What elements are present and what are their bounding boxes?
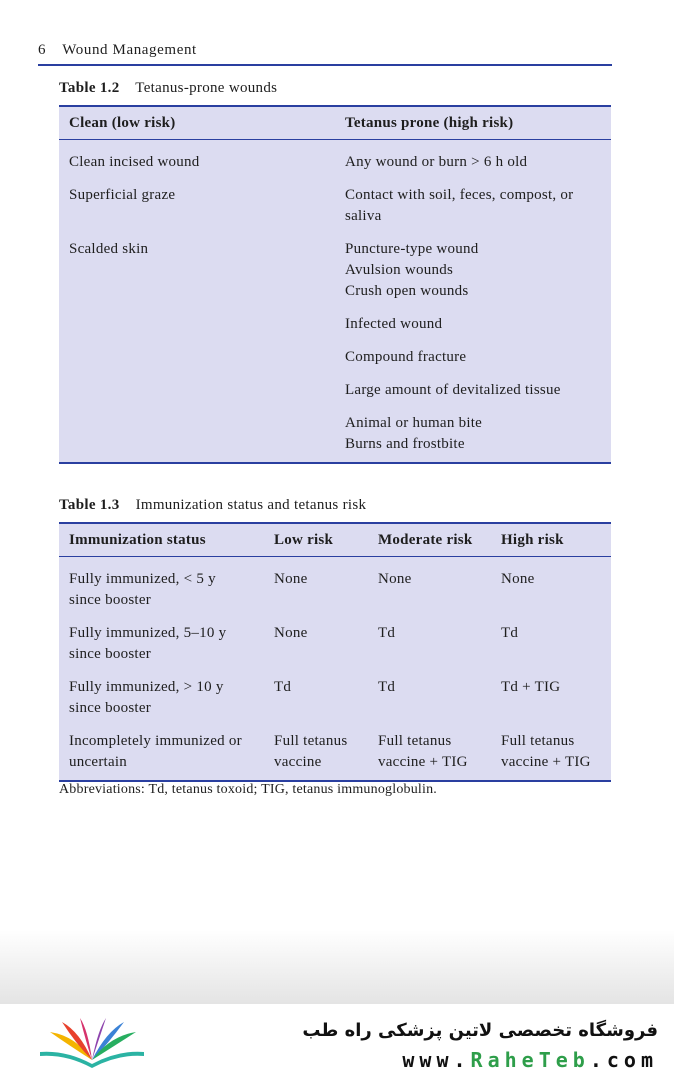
cell-line: Td + TIG <box>501 679 561 695</box>
table-cell <box>59 227 335 302</box>
cell-line: vaccine <box>274 754 322 770</box>
table-row <box>59 140 611 174</box>
cell-line: since booster <box>69 700 151 716</box>
cell-line: Avulsion wounds <box>345 262 454 278</box>
table-cell <box>491 611 611 665</box>
table-cell <box>335 302 611 335</box>
table-cell <box>59 140 335 174</box>
table-row <box>59 335 611 368</box>
cell-line: since booster <box>69 592 151 608</box>
header-rule <box>38 64 612 66</box>
table-row <box>59 665 611 719</box>
cell-line: since booster <box>69 646 151 662</box>
table-cell <box>368 557 491 612</box>
table-body <box>59 140 611 464</box>
table-row <box>59 611 611 665</box>
cell-line: Fully immunized, 5–10 y <box>69 625 227 641</box>
table-cell <box>59 302 335 335</box>
cell-line: None <box>378 571 412 587</box>
table-row <box>59 368 611 401</box>
table-cell <box>491 719 611 773</box>
table-row <box>59 227 611 302</box>
column-header: Immunization status <box>59 523 264 557</box>
cell-line: Superficial graze <box>69 187 176 203</box>
column-header: Clean (low risk) <box>59 106 335 140</box>
table-cell <box>368 665 491 719</box>
cell-line: Crush open wounds <box>345 283 469 299</box>
table-cell <box>491 665 611 719</box>
table-1-3 <box>59 522 611 782</box>
cell-line: Td <box>274 679 292 695</box>
table-cell <box>59 173 335 227</box>
cell-line: Fully immunized, < 5 y <box>69 571 216 587</box>
table-cell <box>59 335 335 368</box>
table-cell <box>59 401 335 455</box>
table-row <box>59 719 611 773</box>
table-cell <box>59 557 264 612</box>
cell-line: None <box>274 571 308 587</box>
column-header: High risk <box>491 523 611 557</box>
table-title: Tetanus-prone wounds <box>135 80 278 96</box>
table-cell <box>368 611 491 665</box>
cell-line: Infected wound <box>345 316 443 332</box>
table-cell <box>59 368 335 401</box>
table-row <box>59 173 611 227</box>
table-cell <box>335 401 611 455</box>
table-number: Table 1.3 <box>59 497 120 513</box>
cell-line: Scalded skin <box>69 241 149 257</box>
store-url <box>402 1048 658 1072</box>
table-row <box>59 557 611 612</box>
table-cell <box>335 173 611 227</box>
table-cell <box>59 611 264 665</box>
table-cell <box>264 611 368 665</box>
cell-line: Td <box>378 679 396 695</box>
table-cell <box>335 335 611 368</box>
cell-line: Clean incised wound <box>69 154 200 170</box>
cell-line: Large amount of devitalized tissue <box>345 382 561 398</box>
cell-line: Animal or human bite <box>345 415 483 431</box>
table-1-3-caption <box>59 497 366 514</box>
table-cell <box>264 557 368 612</box>
url-brand: RaheTeb <box>470 1048 590 1072</box>
store-name: فروشگاه تخصصی لاتین پزشکی راه طب <box>302 1020 658 1041</box>
column-header: Tetanus prone (high risk) <box>335 106 611 140</box>
table-cell <box>59 665 264 719</box>
url-prefix: www. <box>402 1048 471 1072</box>
running-head <box>38 42 197 59</box>
cell-line: Puncture-type wound <box>345 241 479 257</box>
table-body <box>59 557 611 782</box>
page-shadow <box>0 930 674 1004</box>
cell-line: Compound fracture <box>345 349 467 365</box>
cell-line: Full tetanus <box>378 733 452 749</box>
cell-line: vaccine + TIG <box>501 754 591 770</box>
table-1-2-caption <box>59 80 277 97</box>
cell-line: Contact with soil, feces, compost, or <box>345 187 574 203</box>
table-row <box>59 302 611 335</box>
table-cell <box>368 719 491 773</box>
cell-line: None <box>274 625 308 641</box>
table-1-2 <box>59 105 611 464</box>
cell-line: vaccine + TIG <box>378 754 468 770</box>
page-number: 6 <box>38 42 47 58</box>
column-header: Low risk <box>264 523 368 557</box>
cell-line: saliva <box>345 208 382 224</box>
cell-line: Td <box>378 625 396 641</box>
open-book-rainbow-icon <box>36 1016 148 1068</box>
table-cell <box>335 227 611 302</box>
table-cell <box>264 719 368 773</box>
url-suffix: .com <box>589 1048 658 1072</box>
table-cell <box>264 665 368 719</box>
running-title: Wound Management <box>62 42 197 58</box>
cell-line: Burns and frostbite <box>345 436 465 452</box>
table-number: Table 1.2 <box>59 80 120 96</box>
column-header: Moderate risk <box>368 523 491 557</box>
table-cell <box>335 368 611 401</box>
cell-line: Td <box>501 625 519 641</box>
table-cell <box>335 140 611 174</box>
cell-line: Incompletely immunized or <box>69 733 242 749</box>
cell-line: Any wound or burn > 6 h old <box>345 154 528 170</box>
table-footnote: Abbreviations: Td, tetanus toxoid; TIG, tetanus immunoglobulin. <box>59 782 437 797</box>
table-cell <box>491 557 611 612</box>
table-header-row <box>59 523 611 557</box>
cell-line: Fully immunized, > 10 y <box>69 679 224 695</box>
cell-line: Full tetanus <box>501 733 575 749</box>
cell-line: None <box>501 571 535 587</box>
table-title: Immunization status and tetanus risk <box>135 497 367 513</box>
cell-line: uncertain <box>69 754 128 770</box>
table-header-row <box>59 106 611 140</box>
table-row <box>59 401 611 455</box>
cell-line: Full tetanus <box>274 733 348 749</box>
table-cell <box>59 719 264 773</box>
